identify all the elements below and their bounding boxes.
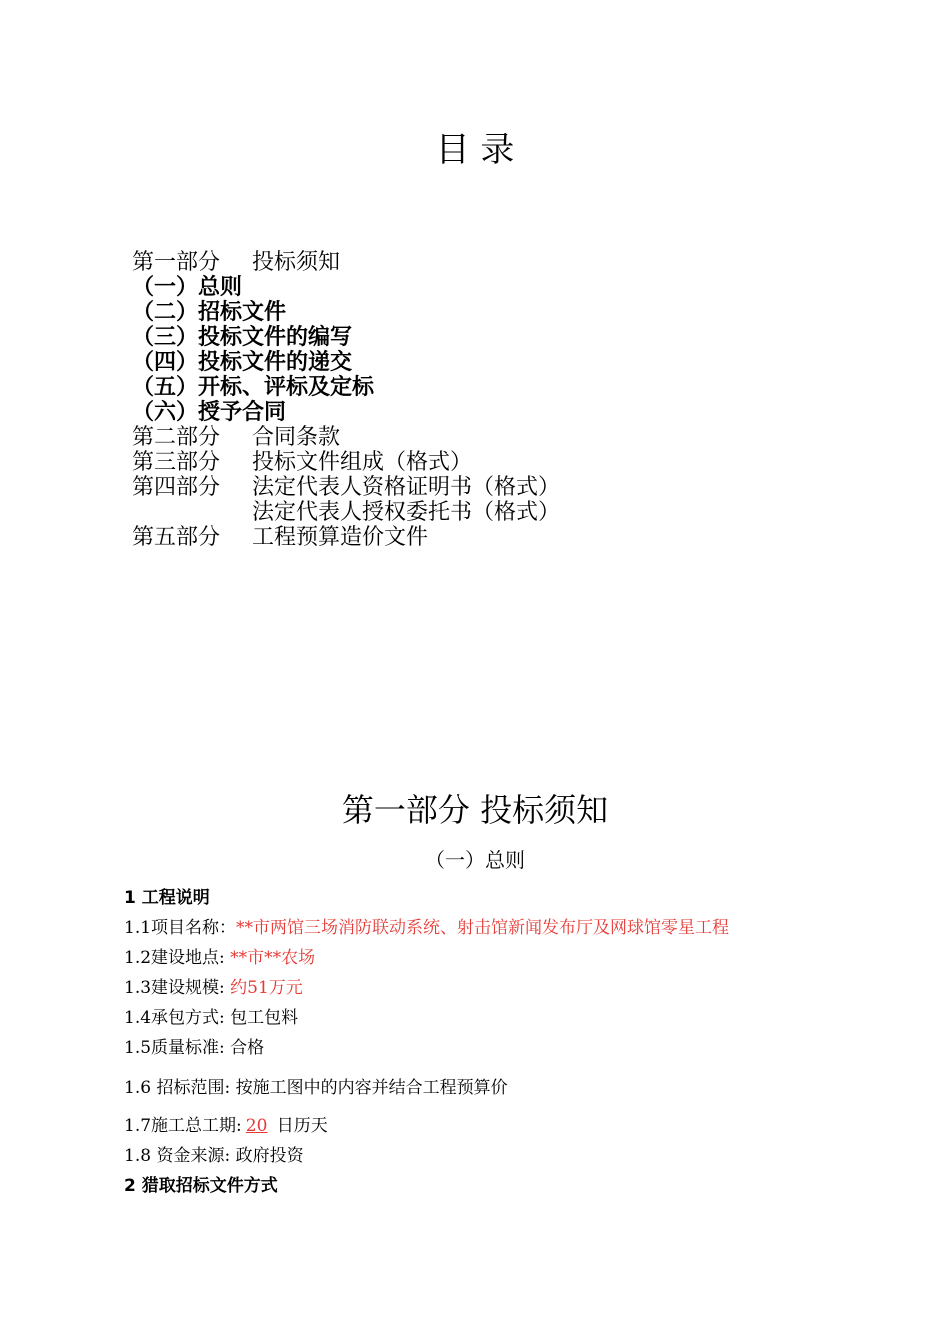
quality-line xyxy=(124,1036,264,1060)
toc-item-general[interactable]: （一）总则 xyxy=(132,275,243,300)
toc-item-award-contract[interactable]: （六）授予合同 xyxy=(132,400,287,425)
toc-item-label: 投标文件组成（格式） xyxy=(252,450,473,475)
field-label: 1.5质量标准: xyxy=(124,1038,231,1058)
toc-item-number: 第四部分 xyxy=(132,475,221,500)
quality-value: 合格 xyxy=(230,1038,265,1058)
heading-project-description: 1 工程说明 xyxy=(124,888,210,908)
scale-value: 约51万元 xyxy=(230,978,303,998)
field-label: 1.1项目名称： xyxy=(124,918,237,938)
toc-item-authorization[interactable]: 法定代表人授权委托书（格式） xyxy=(252,500,561,525)
field-label: 1.8 资金来源: xyxy=(124,1146,236,1166)
toc-item-part3[interactable] xyxy=(132,450,472,475)
field-label: 1.7施工总工期: xyxy=(124,1116,242,1136)
toc-item-bid-opening[interactable]: （五）开标、评标及定标 xyxy=(132,375,375,400)
toc-item-tender-docs[interactable]: （二）招标文件 xyxy=(132,300,287,325)
project-name-line xyxy=(124,916,729,940)
toc-item-bid-submission[interactable]: （四）投标文件的递交 xyxy=(132,350,353,375)
field-label: 1.4承包方式: xyxy=(124,1008,231,1028)
field-label: 1.6 招标范围: xyxy=(124,1078,236,1098)
toc-item-part5[interactable] xyxy=(132,525,428,550)
funding-value: 政府投资 xyxy=(235,1146,304,1166)
duration-value: 20 xyxy=(245,1116,268,1136)
toc-item-label: 法定代表人资格证明书（格式） xyxy=(252,475,561,500)
toc-item-number: 第一部分 xyxy=(132,250,221,275)
toc-item-part4[interactable] xyxy=(132,475,560,500)
part1-title: 第一部分 投标须知 xyxy=(341,791,609,829)
heading-obtain-tender-docs: 2 猎取招标文件方式 xyxy=(124,1176,278,1196)
toc-item-number: 第五部分 xyxy=(132,525,221,550)
toc-title: 目 录 xyxy=(435,130,515,170)
field-label: 1.3建设规模: xyxy=(124,978,231,998)
toc-item-bid-writing[interactable]: （三）投标文件的编写 xyxy=(132,325,353,350)
contract-mode-value: 包工包料 xyxy=(230,1008,299,1028)
toc-item-part2[interactable] xyxy=(132,425,340,450)
duration-line xyxy=(124,1114,328,1138)
location-value: **市**农场 xyxy=(230,948,316,968)
toc-item-part1[interactable] xyxy=(132,250,340,275)
project-name-value: **市两馆三场消防联动系统、射击馆新闻发布厅及网球馆零星工程 xyxy=(236,918,730,938)
scope-value: 按施工图中的内容并结合工程预算价 xyxy=(235,1078,508,1098)
section-title-general: （一）总则 xyxy=(425,848,525,872)
location-line xyxy=(124,946,315,970)
toc-item-number: 第三部分 xyxy=(132,450,221,475)
toc-item-label: 合同条款 xyxy=(252,425,341,450)
toc-item-label: 工程预算造价文件 xyxy=(252,525,429,550)
duration-unit: 日历天 xyxy=(271,1116,328,1136)
toc-item-label: 投标须知 xyxy=(252,250,341,275)
scale-line xyxy=(124,976,303,1000)
scope-line xyxy=(124,1076,508,1100)
funding-line xyxy=(124,1144,304,1168)
contract-mode-line xyxy=(124,1006,298,1030)
field-label: 1.2建设地点: xyxy=(124,948,231,968)
toc-item-number: 第二部分 xyxy=(132,425,221,450)
